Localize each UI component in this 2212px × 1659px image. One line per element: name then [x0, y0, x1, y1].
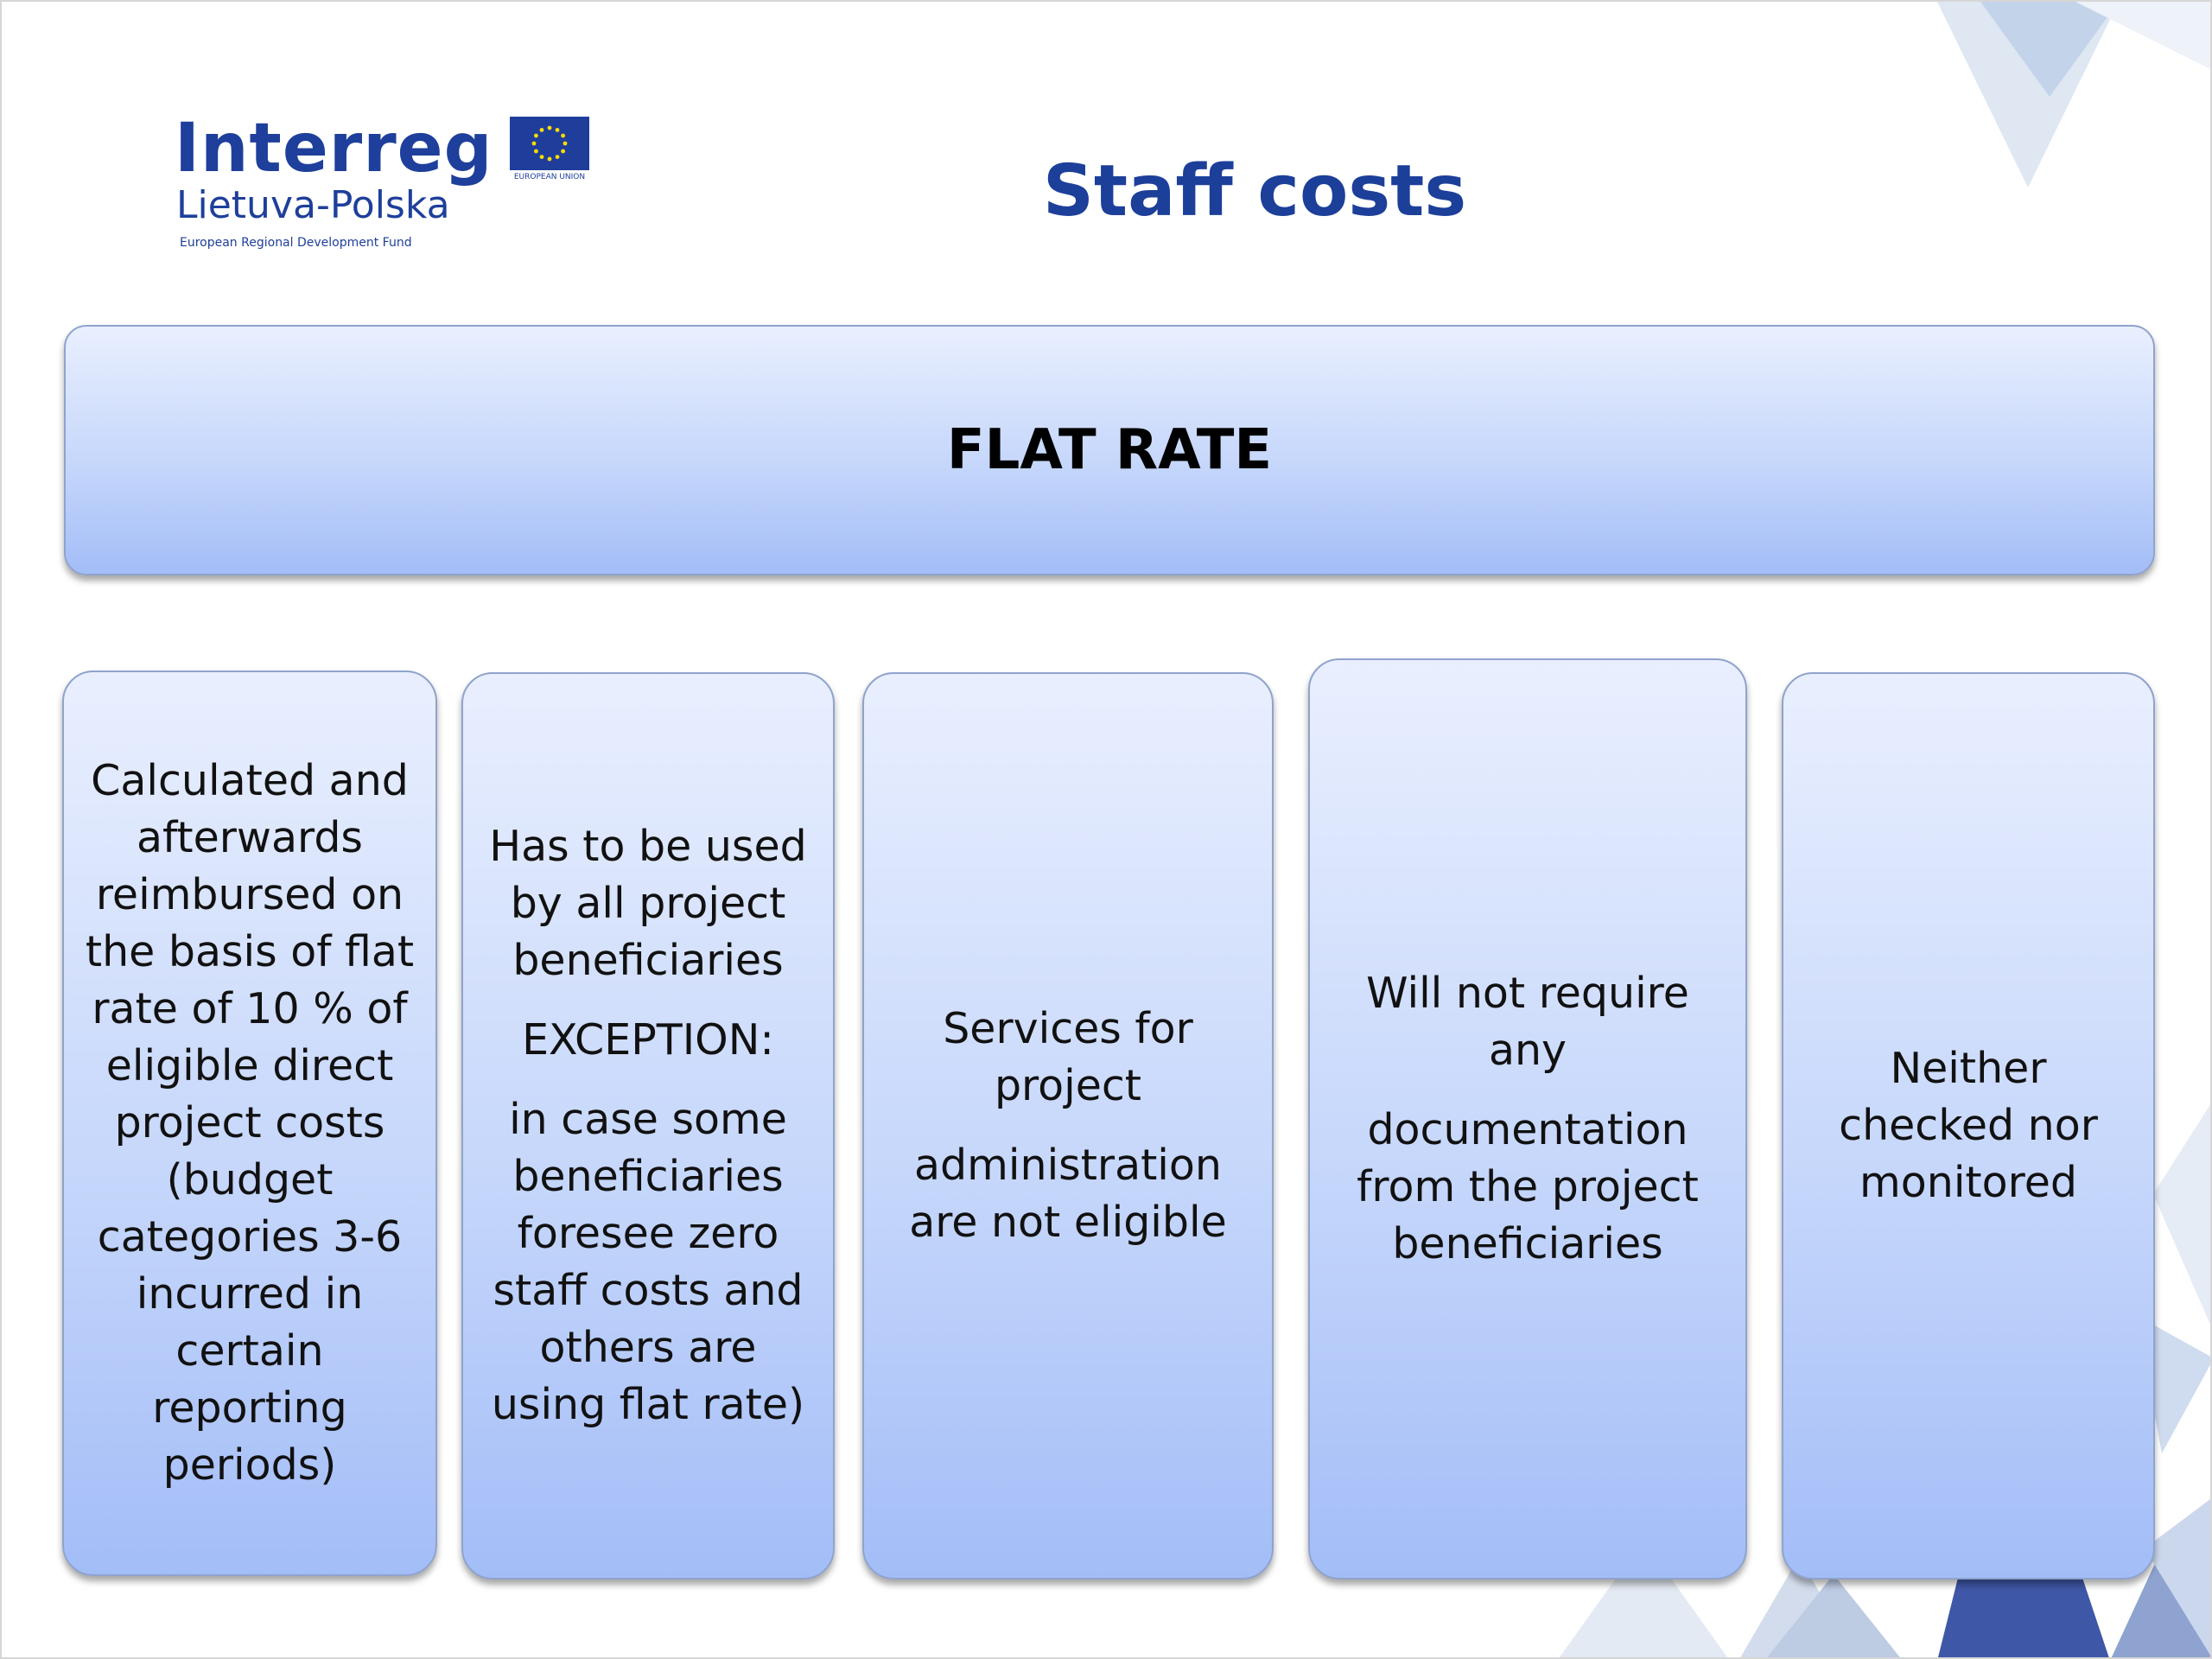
page-title: Staff costs: [1042, 150, 1467, 232]
usage-box: [461, 672, 835, 1580]
flat-rate-heading: FLAT RATE: [946, 418, 1273, 482]
usage-text: Has to be used by all project beneficiaries: [489, 822, 807, 985]
services-box: [862, 672, 1274, 1580]
flat-rate-header-box: [64, 325, 2155, 575]
logo-fund: European Regional Development Fund: [180, 236, 412, 250]
interreg-logo: [175, 110, 598, 257]
logo-region: Lietuva-Polska: [176, 183, 450, 227]
calculation-box: [62, 671, 437, 1576]
eu-flag-icon: [510, 117, 589, 170]
calculation-text: Calculated and afterwards reimbursed on the basis of flat rate of 10 % of eligible direct project costs (budget categories 3-6 incurred in certain reporting periods): [85, 756, 415, 1490]
services-eligibility-text: administration are not eligible: [909, 1141, 1227, 1247]
documentation-lead-text: Will not require any: [1366, 969, 1689, 1075]
monitoring-box: [1782, 672, 2155, 1580]
eu-label: EUROPEAN UNION: [513, 173, 586, 181]
documentation-box: [1308, 658, 1747, 1580]
exception-label: EXCEPTION:: [522, 1015, 774, 1065]
documentation-text: documentation from the project beneficiaries: [1357, 1105, 1699, 1268]
exception-text: in case some beneficiaries foresee zero staff costs and others are using flat rate): [491, 1095, 805, 1429]
monitoring-text: Neither checked nor monitored: [1839, 1044, 2098, 1207]
services-text: Services for project: [943, 1004, 1193, 1110]
logo-wordmark: Interreg: [175, 110, 493, 188]
